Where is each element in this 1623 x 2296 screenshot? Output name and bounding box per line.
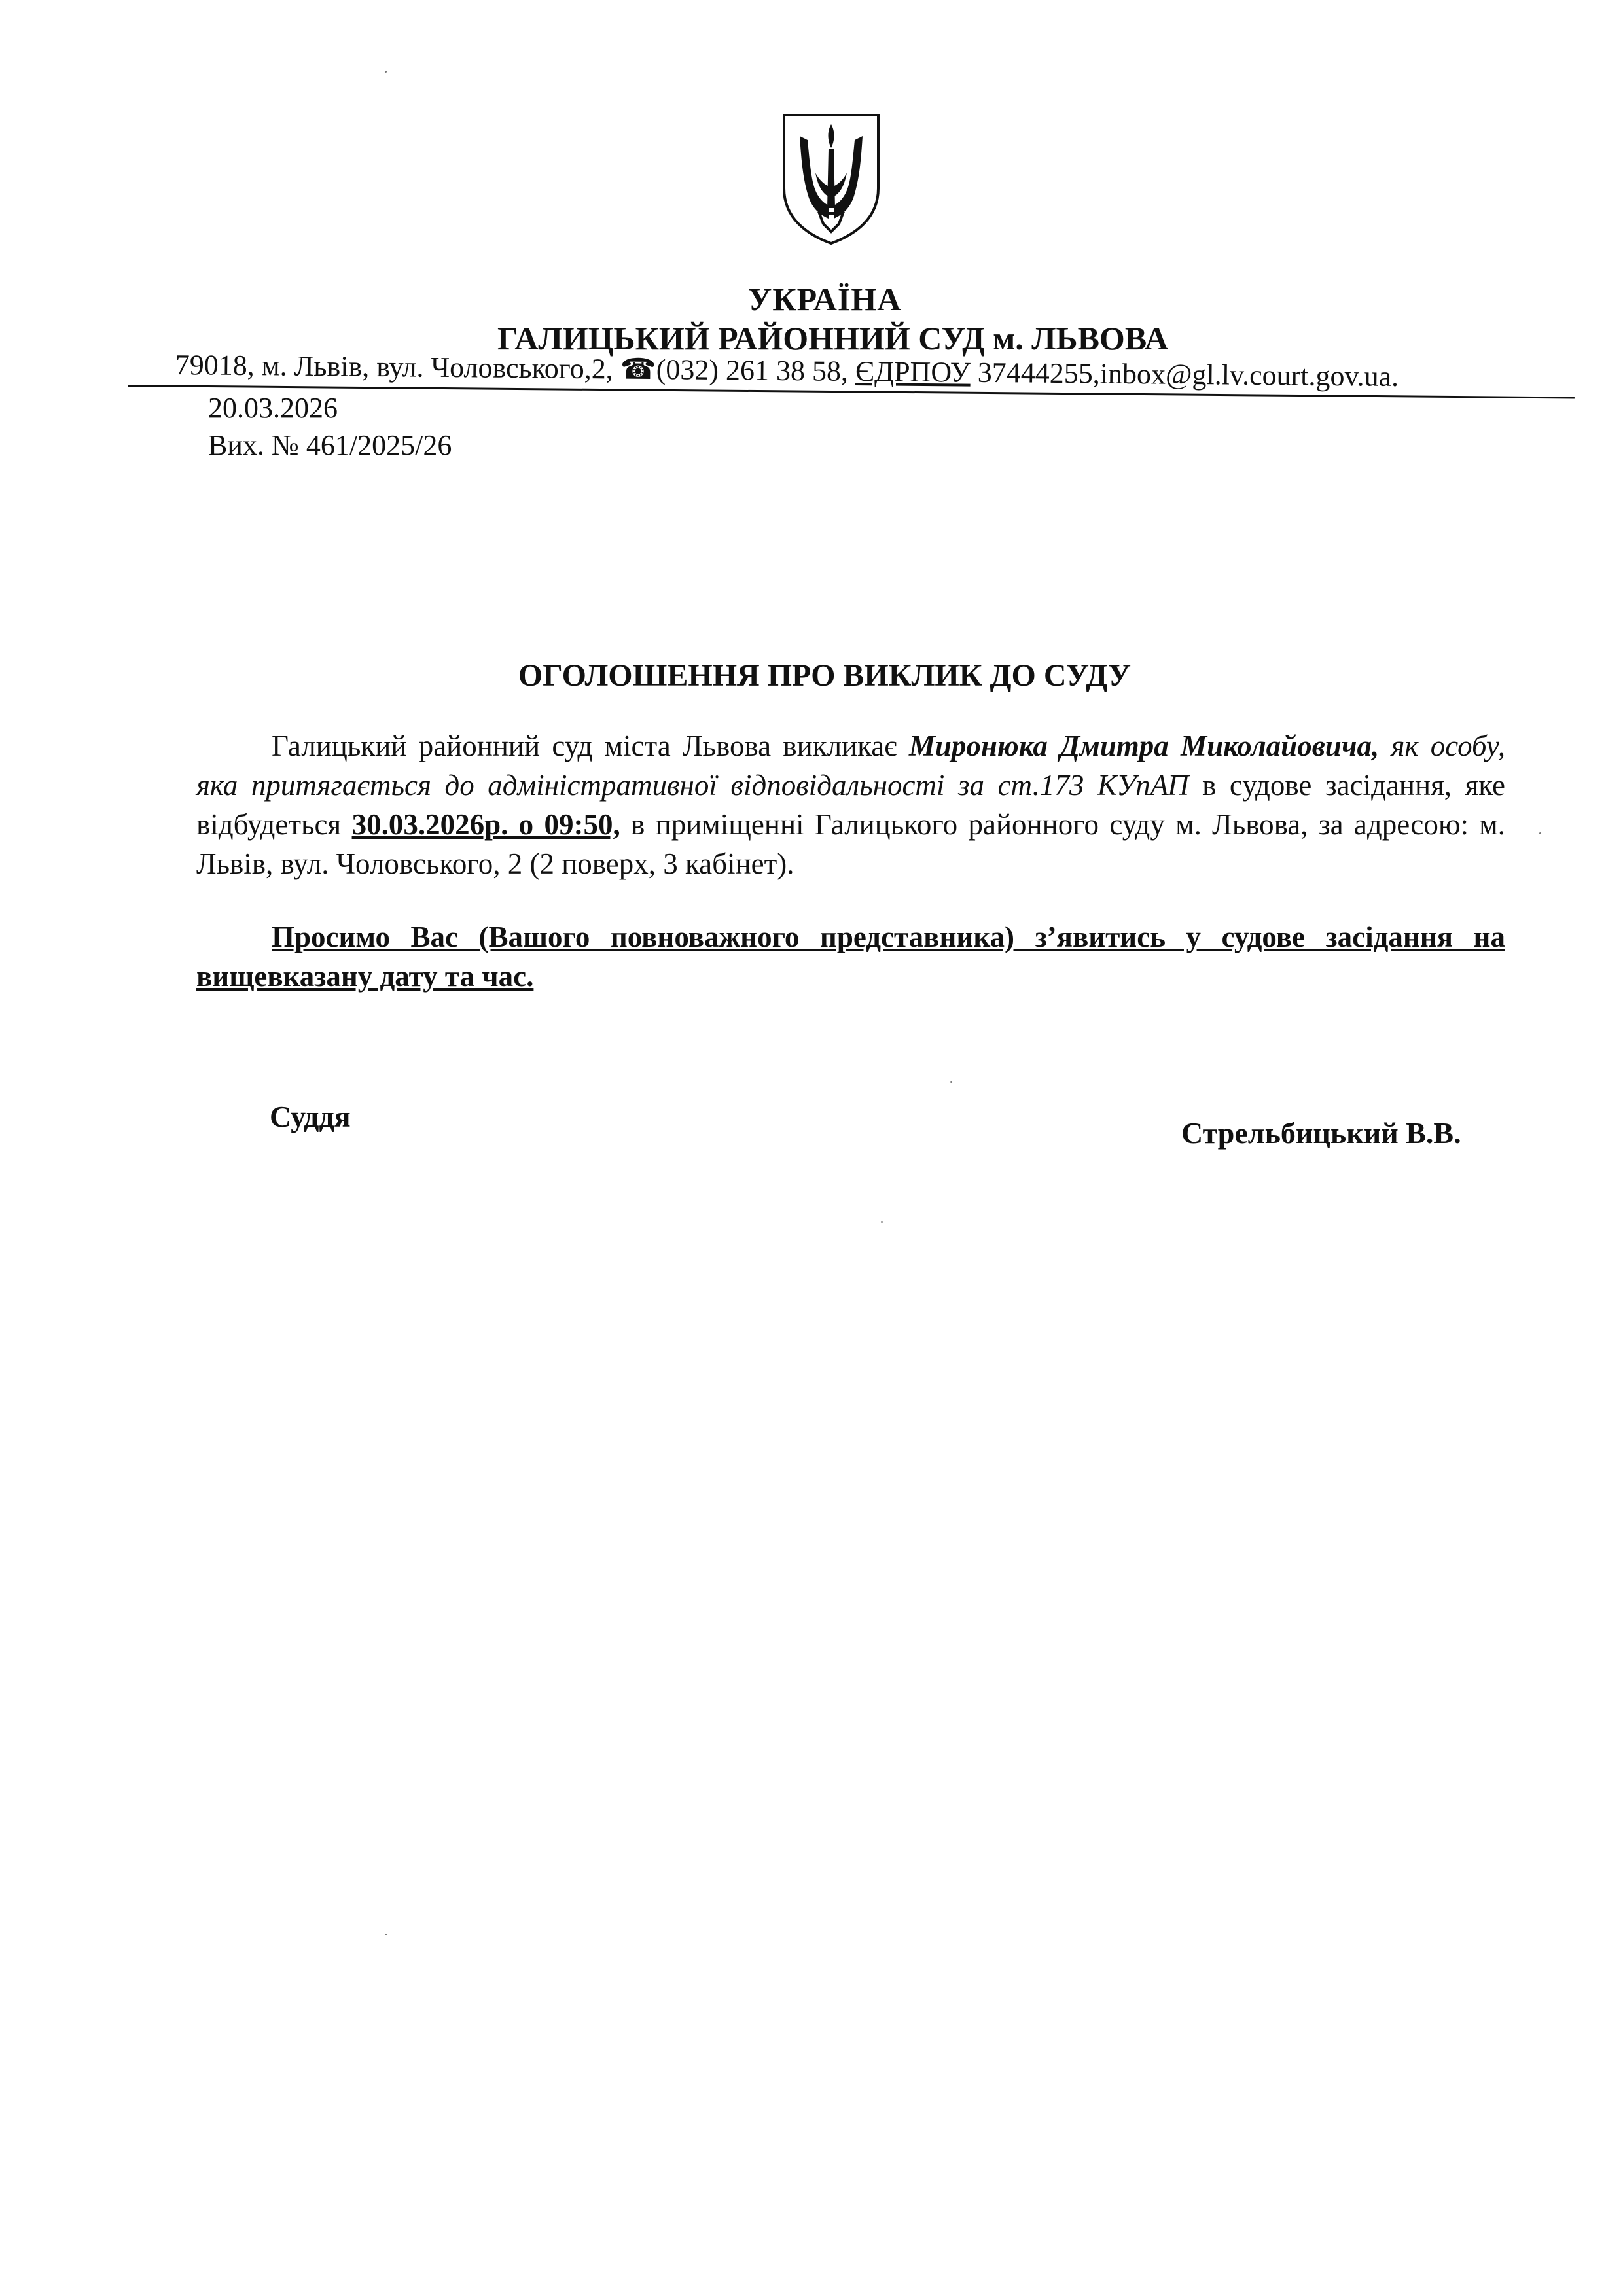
document-title: ОГОЛОШЕННЯ ПРО ВИКЛИК ДО СУДУ (518, 658, 1132, 693)
scan-speck (881, 1221, 883, 1223)
appearance-request: Просимо Вас (Вашого повноважного представника) з’явитись у судове засідання на вищевказану дату та час. (196, 921, 1505, 993)
edrpou-label: ЄДРПОУ (855, 355, 971, 389)
summons-text-1: Галицький районний суд міста Львова викликає (272, 730, 897, 762)
summons-paragraph (196, 726, 1505, 883)
judge-role-label: Суддя (270, 1100, 351, 1133)
scan-speck (385, 71, 387, 73)
judge-name: Стрельбицький В.В. (1181, 1116, 1461, 1150)
hearing-datetime: 30.03.2026р. о 09:50, (351, 808, 620, 841)
summons-text-2: в судове засідання, яке відбудеться (196, 769, 1506, 841)
scan-speck (385, 1934, 387, 1935)
scan-speck (950, 1081, 952, 1083)
summoned-person-name: Миронюка Дмитра Миколайовича, (908, 730, 1380, 762)
court-address: 79018, м. Львів, вул. Чоловського,2, (175, 348, 613, 385)
outgoing-number (208, 429, 452, 462)
outgoing-number-value: 461/2025/26 (306, 429, 452, 461)
outgoing-number-label: Вих. № (208, 429, 299, 461)
edrpou-and-email: 37444255,inbox@gl.lv.court.gov.ua. (977, 356, 1399, 393)
summons-capacity: як особу, яка притягається до адміністративної відповідальності за ст.173 КУпАП (196, 730, 1506, 802)
ukraine-coat-of-arms-icon (779, 110, 883, 247)
telephone-icon: ☎ (620, 353, 656, 386)
scan-speck (1539, 832, 1541, 834)
document-date: 20.03.2026 (208, 392, 338, 424)
court-phone: (032) 261 38 58, (656, 353, 849, 387)
court-name-heading: ГАЛИЦЬКИЙ РАЙОННИЙ СУД м. ЛЬВОВА (497, 320, 1169, 357)
country-heading: УКРАЇНА (747, 281, 902, 317)
summons-text-3: в приміщенні Галицького районного суду м. Львова, за адресою: м. Львів, вул. Чоловського, 2 (2 поверх, 3 кабінет). (196, 808, 1506, 880)
